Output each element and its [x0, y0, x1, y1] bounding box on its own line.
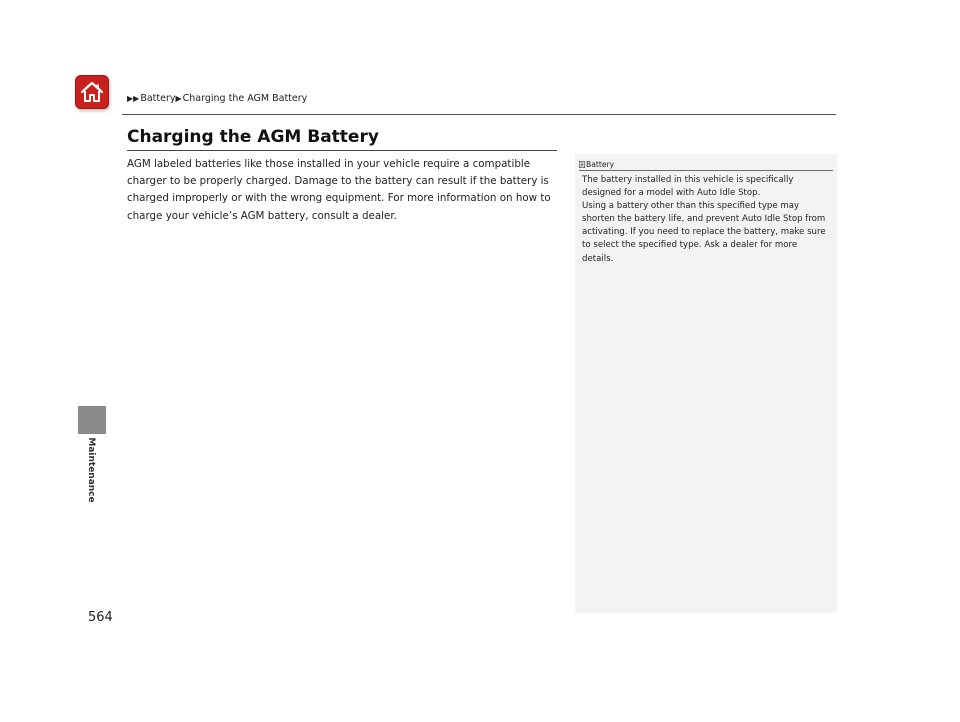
breadcrumb-item-battery[interactable]: Battery [140, 93, 176, 104]
section-body: AGM labeled batteries like those installed in your vehicle require a compatible charger to be properly charged. Damage to the battery can result if the battery is charged improperly or with the wrong equipment. For more information on how to charge your vehicle’s AGM battery, consult a dealer. [127, 158, 551, 222]
side-note-text [582, 174, 830, 266]
reference-icon [579, 161, 585, 168]
side-note-line: Using a battery other than this specified type may shorten the battery life, and prevent Auto Idle Stop from activating. If you need to replace the battery, make sure to select the specified type. Ask a dealer for more details. [582, 201, 826, 264]
side-note-line: The battery installed in this vehicle is specifically designed for a model with Auto Idle Stop. [582, 175, 794, 199]
page-number: 564 [88, 610, 113, 625]
side-note-header [579, 158, 833, 171]
home-button[interactable] [75, 75, 109, 109]
breadcrumb-arrow-icon: ▶ [175, 94, 182, 103]
home-icon [80, 81, 104, 103]
side-note [575, 154, 837, 613]
side-note-heading: Battery [586, 159, 615, 169]
header-divider [122, 114, 836, 115]
side-tab-label: Maintenance [86, 437, 96, 503]
side-tab-marker [78, 406, 106, 434]
title-divider [127, 150, 557, 151]
breadcrumb-arrow-icon: ▶▶ [127, 94, 140, 103]
breadcrumb-item-current: Charging the AGM Battery [182, 93, 308, 104]
section-title: Charging the AGM Battery [127, 127, 379, 147]
breadcrumb [127, 93, 307, 104]
